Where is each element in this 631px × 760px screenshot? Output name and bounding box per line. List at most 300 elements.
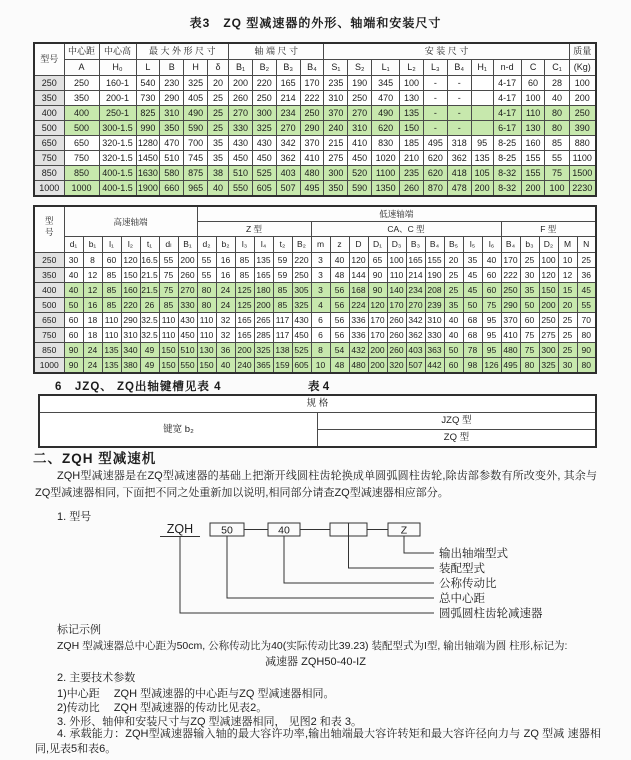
table-cell: 48 <box>330 268 349 283</box>
table-cell: b₃ <box>520 237 539 253</box>
table-cell: 48 <box>330 358 349 374</box>
table-cell: 100 <box>539 253 558 268</box>
table-cell: 270 <box>348 106 372 121</box>
table-cell: 300 <box>252 106 276 121</box>
table-cell: 28 <box>545 76 569 91</box>
table-cell: 32.5 <box>140 328 159 343</box>
table-cell: 110 <box>159 313 178 328</box>
table-cell: 24 <box>216 283 235 298</box>
table-cell: 500 <box>34 298 64 313</box>
table-cell: 32 <box>216 313 235 328</box>
table-cell: 520 <box>348 166 372 181</box>
table3-dimensions <box>33 42 597 197</box>
table-cell: 90 <box>368 268 387 283</box>
diagram-label-shaft-type: 输出轴端型式 <box>439 548 508 560</box>
params-heading: 2. 主要技术参数 <box>57 672 136 684</box>
table-cell: 155 <box>521 151 545 166</box>
table-cell: 318 <box>447 136 471 151</box>
table-cell: 510 <box>229 166 253 181</box>
table-cell: 25 <box>577 253 596 268</box>
table-cell: 155 <box>425 253 444 268</box>
table-cell: 340 <box>121 343 140 358</box>
table-cell: 170 <box>368 328 387 343</box>
table-cell: 25 <box>520 253 539 268</box>
table-cell: 580 <box>160 166 184 181</box>
table-cell: 155 <box>521 166 545 181</box>
table-cell: 120 <box>368 298 387 313</box>
table-cell: 507 <box>406 358 425 374</box>
table-cell: 170 <box>368 313 387 328</box>
table-cell: 270 <box>229 106 253 121</box>
table-cell: 325 <box>292 298 311 313</box>
table-cell: 850 <box>64 166 99 181</box>
table-cell: 215 <box>324 136 348 151</box>
table-cell: L₃ <box>423 60 447 76</box>
table-cell: dₗ <box>159 237 178 253</box>
table-cell: 260 <box>400 181 424 197</box>
table-cell: 620 <box>423 151 447 166</box>
table-cell: 105 <box>471 166 493 181</box>
table-cell: 825 <box>136 106 160 121</box>
table-cell: 25 <box>444 283 463 298</box>
table-cell: B₃ <box>276 60 300 76</box>
table-cell: 159 <box>273 358 292 374</box>
table-cell: B₂ <box>292 237 311 253</box>
table-cell: 450 <box>252 151 276 166</box>
table-cell: 200 <box>229 76 253 91</box>
table-cell: 410 <box>348 136 372 151</box>
example-result: 减速器 ZQH50-40-IZ <box>265 656 366 668</box>
table-cell: 25 <box>558 343 577 358</box>
table-cell: B₄ <box>425 237 444 253</box>
table-cell: 370 <box>324 106 348 121</box>
zq-type-label: ZQ 型 <box>317 430 596 448</box>
table-cell: 310 <box>348 121 372 136</box>
table-row <box>34 121 596 136</box>
table-cell: 403 <box>276 166 300 181</box>
shaft-type-value: Z <box>400 524 408 537</box>
table-cell: 60 <box>102 253 121 268</box>
table-cell: 40 <box>64 268 83 283</box>
table-cell: 170 <box>300 76 324 91</box>
table-cell: 350 <box>34 91 64 106</box>
table-cell: 490 <box>184 106 208 121</box>
table-cell: 405 <box>184 91 208 106</box>
param-item-ratio: 2)传动比 ZQH 型减速器的传动比见表2。 <box>57 702 268 714</box>
table-cell: 275 <box>324 151 348 166</box>
table-cell: 590 <box>348 181 372 197</box>
table-cell: 250 <box>292 268 311 283</box>
table-cell: 16 <box>216 253 235 268</box>
leader-shaft-type <box>404 536 434 553</box>
table-cell: - <box>423 121 447 136</box>
table-cell: 16 <box>216 268 235 283</box>
table-cell: 21.5 <box>140 283 159 298</box>
param-item-capacity: 4. 承载能力：ZQH型减速器输入轴的最大容许功率,输出轴端最大容许转矩和最大容许径向力与 ZQ 型减 速器相同,见表5和表6。 <box>35 728 601 755</box>
table-cell: 8-25 <box>493 151 521 166</box>
table-cell: 200 <box>521 181 545 197</box>
table-cell: 100 <box>400 76 424 91</box>
table-row <box>34 181 596 197</box>
table-cell: 25 <box>558 328 577 343</box>
diagram-label-assembly: 装配型式 <box>439 563 485 575</box>
table-cell: 36 <box>216 343 235 358</box>
table-cell: 222 <box>501 268 520 283</box>
table-cell: 21.5 <box>140 268 159 283</box>
table-cell: 35 <box>208 136 229 151</box>
table-cell: 310 <box>160 106 184 121</box>
table-cell: 605 <box>252 181 276 197</box>
keyway-note: 6 JZQ、 ZQ出轴键槽见表 4 <box>55 381 222 393</box>
table-cell: 110 <box>197 313 216 328</box>
table-cell: 90 <box>577 343 596 358</box>
table-cell: 290 <box>160 91 184 106</box>
table-cell: 32.5 <box>140 313 159 328</box>
table-cell: 60 <box>482 268 501 283</box>
table-cell: 75 <box>520 343 539 358</box>
table-cell: l₅ <box>463 237 482 253</box>
table-cell: 300 <box>539 343 558 358</box>
center-distance-header: 中心距 <box>64 43 99 60</box>
table-cell: B₃ <box>406 237 425 253</box>
table-cell: 68 <box>463 313 482 328</box>
table-cell: d₁ <box>64 237 83 253</box>
table-cell: 85 <box>273 298 292 313</box>
table-row <box>34 343 596 358</box>
table-cell: 30 <box>558 358 577 374</box>
table-cell: 1900 <box>136 181 160 197</box>
table-cell: 56 <box>330 298 349 313</box>
table-cell: 3 <box>311 283 330 298</box>
table-cell: 59 <box>273 253 292 268</box>
table-cell: 110 <box>521 106 545 121</box>
shaft-end-dims-header: 轴 端 尺 寸 <box>229 43 324 60</box>
table-cell: 1100 <box>372 166 400 181</box>
table-cell: 650 <box>34 313 64 328</box>
table-cell: 250 <box>501 283 520 298</box>
table-cell: t₂ <box>273 237 292 253</box>
table-cell: 1280 <box>136 136 160 151</box>
table-cell: 150 <box>159 343 178 358</box>
table-cell: L₁ <box>372 60 400 76</box>
table-cell: 480 <box>349 358 368 374</box>
table-cell: 100 <box>569 76 596 91</box>
table-cell: 965 <box>184 181 208 197</box>
table-cell: 480 <box>300 166 324 181</box>
table-cell: 85 <box>159 298 178 313</box>
table-cell: 50 <box>463 298 482 313</box>
table-cell: l₄ <box>254 237 273 253</box>
table-cell: 15 <box>558 283 577 298</box>
table-cell: 450 <box>229 151 253 166</box>
table-cell: 590 <box>184 121 208 136</box>
shaft-table-body <box>34 253 596 374</box>
table-cell: 250 <box>34 76 64 91</box>
table-cell: 130 <box>197 343 216 358</box>
table-cell: 50 <box>520 298 539 313</box>
table-cell: 18 <box>83 328 102 343</box>
table-cell: 165 <box>235 328 254 343</box>
table-cell: 25 <box>208 91 229 106</box>
table-cell: 432 <box>349 343 368 358</box>
table-cell: 270 <box>276 121 300 136</box>
table3-body <box>34 76 596 197</box>
table-cell: 480 <box>501 343 520 358</box>
table-cell: 40 <box>64 283 83 298</box>
table-cell: 60 <box>520 313 539 328</box>
table-cell: 35 <box>208 151 229 166</box>
table-cell: B₄ <box>447 60 471 76</box>
table-cell: 550 <box>178 358 197 374</box>
table-row <box>34 268 596 283</box>
table-cell: 430 <box>178 313 197 328</box>
table-cell: 80 <box>577 328 596 343</box>
mounting-dims-header: 安 装 尺 寸 <box>324 43 569 60</box>
table-row <box>34 298 596 313</box>
table-cell: 250 <box>34 253 64 268</box>
table-cell: 138 <box>273 343 292 358</box>
table-cell: 126 <box>482 358 501 374</box>
table-cell: 325 <box>184 76 208 91</box>
table-cell: 270 <box>178 283 197 298</box>
table-cell: 56 <box>330 328 349 343</box>
model-label: 型号 <box>44 216 55 239</box>
table-cell: 850 <box>34 166 64 181</box>
table-cell: 95 <box>482 343 501 358</box>
center-distance-value: 50 <box>221 524 233 537</box>
table-cell: 60 <box>482 283 501 298</box>
example-heading: 标记示例 <box>57 624 101 636</box>
table-cell: 234 <box>276 106 300 121</box>
table-cell: 260 <box>387 343 406 358</box>
table-cell: 350 <box>34 268 64 283</box>
table-cell: 110 <box>102 328 121 343</box>
table-cell: 260 <box>387 313 406 328</box>
table-cell: 40 <box>545 91 569 106</box>
table-cell: 40 <box>330 253 349 268</box>
table-cell: 222 <box>300 91 324 106</box>
table-cell: d₂ <box>197 237 216 253</box>
table-cell: 300 <box>324 166 348 181</box>
table-cell: 100 <box>545 181 569 197</box>
table-cell: 200-1 <box>99 91 136 106</box>
table-cell: 8-25 <box>493 136 521 151</box>
table-cell: B₁ <box>178 237 197 253</box>
table-cell: 85 <box>273 283 292 298</box>
table-cell: 400-1.5 <box>99 166 136 181</box>
table-cell: 470 <box>372 91 400 106</box>
table4-spec-row <box>39 395 596 413</box>
table-cell: 50 <box>64 298 83 313</box>
table-cell: 325 <box>252 121 276 136</box>
table-cell: S₁ <box>324 60 348 76</box>
leader-reducer-name <box>180 537 434 614</box>
table-row <box>34 76 596 91</box>
table-cell: 208 <box>425 283 444 298</box>
table-cell: l₁ <box>102 237 121 253</box>
keyway-width-label: 键宽 b₂ <box>39 413 317 448</box>
table-cell: 250 <box>300 106 324 121</box>
table-cell: 165 <box>406 253 425 268</box>
table-cell: 235 <box>400 166 424 181</box>
table-row <box>34 358 596 374</box>
table-cell: 500 <box>64 121 99 136</box>
table-cell: 55 <box>545 151 569 166</box>
table-cell: (Kg) <box>569 60 596 76</box>
table-cell: 110 <box>159 328 178 343</box>
table-cell <box>471 106 493 121</box>
table-cell: - <box>423 91 447 106</box>
model-code-diagram <box>138 521 612 623</box>
table-cell: 40 <box>444 328 463 343</box>
table-cell: 650 <box>64 136 99 151</box>
model-column-header: 型号 <box>34 43 64 76</box>
table-cell: 300-1.5 <box>99 121 136 136</box>
table-cell: 525 <box>292 343 311 358</box>
table-cell: 24 <box>216 298 235 313</box>
table-cell: 478 <box>447 181 471 197</box>
table-cell: 100 <box>521 91 545 106</box>
table-cell: 507 <box>276 181 300 197</box>
table-cell: 495 <box>423 136 447 151</box>
table-cell: 2230 <box>569 181 596 197</box>
table-cell: 25 <box>444 268 463 283</box>
table-cell: 45 <box>463 268 482 283</box>
table-cell: 830 <box>372 136 400 151</box>
table-cell: 450 <box>178 328 197 343</box>
table-cell: 495 <box>300 181 324 197</box>
table-cell: 250 <box>64 76 99 91</box>
table-cell: 25 <box>558 313 577 328</box>
table-cell: 60 <box>444 358 463 374</box>
table-cell: 620 <box>423 166 447 181</box>
table-cell: 410 <box>501 328 520 343</box>
table-cell: 180 <box>254 283 273 298</box>
table-cell: 75 <box>159 268 178 283</box>
table-cell: 290 <box>300 121 324 136</box>
table-cell: 12 <box>558 268 577 283</box>
table-cell: l₆ <box>482 237 501 253</box>
table-cell: 6 <box>311 328 330 343</box>
table-cell: 365 <box>254 358 273 374</box>
table-cell: B₁ <box>229 60 253 76</box>
table-cell: 150 <box>159 358 178 374</box>
section2-intro-paragraph: ZQH型减速器是在ZQ型减速器的基础上把渐开线圆柱齿轮换成单圆弧圆柱齿轮,除齿部参数有所改变外, 其余与ZQ型减速器相同, 下面把不同之处重新加以说明,相同部分请查ZQ型减速器相应部分。 <box>35 470 597 499</box>
table-row <box>34 106 596 121</box>
table-cell: 150 <box>400 121 424 136</box>
table-cell: 75 <box>545 166 569 181</box>
table-cell: m <box>311 237 330 253</box>
table-cell: 4-17 <box>493 91 521 106</box>
table-cell: 470 <box>160 136 184 151</box>
table-cell: 325 <box>254 343 273 358</box>
table-cell <box>471 121 493 136</box>
table-cell: 418 <box>447 166 471 181</box>
table-cell: 660 <box>160 181 184 197</box>
table-cell: 500 <box>34 121 64 136</box>
table-cell: 130 <box>521 121 545 136</box>
table-cell: 305 <box>292 283 311 298</box>
table-row <box>34 253 596 268</box>
table-cell: 110 <box>102 313 121 328</box>
table-cell: 330 <box>178 298 197 313</box>
table-cell: 98 <box>463 358 482 374</box>
table-cell: 49 <box>140 358 159 374</box>
table-cell: 36 <box>577 268 596 283</box>
table-cell: 730 <box>136 91 160 106</box>
table-cell: 320 <box>387 358 406 374</box>
table-cell: 60 <box>64 313 83 328</box>
table-cell: 35 <box>444 298 463 313</box>
table-cell: 12 <box>83 283 102 298</box>
table-cell: 160-1 <box>99 76 136 91</box>
table-cell: 370 <box>501 313 520 328</box>
table-cell: 750 <box>64 151 99 166</box>
table-cell: 168 <box>349 283 368 298</box>
table-cell: 125 <box>235 298 254 313</box>
table-cell: 165 <box>254 268 273 283</box>
table-cell: 125 <box>235 283 254 298</box>
table-cell: 40 <box>216 358 235 374</box>
table-cell: 90 <box>368 283 387 298</box>
table-cell: 362 <box>276 151 300 166</box>
table-cell: C₁ <box>545 60 569 76</box>
table-cell: 30 <box>520 268 539 283</box>
table-cell: 1450 <box>136 151 160 166</box>
table-cell: 200 <box>368 343 387 358</box>
table-cell: 140 <box>387 283 406 298</box>
table-cell: 285 <box>254 328 273 343</box>
table-cell: 70 <box>577 313 596 328</box>
table-cell: 8-32 <box>493 166 521 181</box>
table-cell: 55 <box>197 268 216 283</box>
table-cell: 490 <box>372 106 400 121</box>
table-cell: D <box>349 237 368 253</box>
table-cell: 320-1.5 <box>99 151 136 166</box>
table-cell: 50 <box>444 343 463 358</box>
high-speed-shaft-header: 高速轴端 <box>64 206 197 237</box>
table-cell: 35 <box>520 283 539 298</box>
table-cell: 135 <box>102 343 121 358</box>
table-cell: 239 <box>425 298 444 313</box>
table-cell: 160 <box>121 283 140 298</box>
table-cell: 16.5 <box>140 253 159 268</box>
table-row <box>34 283 596 298</box>
table-cell: 35 <box>463 253 482 268</box>
table-cell: l₂ <box>121 237 140 253</box>
table-cell: 250 <box>348 91 372 106</box>
z-type-header: Z 型 <box>197 222 311 237</box>
table-cell: M <box>558 237 577 253</box>
table-cell: 1000 <box>64 181 99 197</box>
table-cell: 442 <box>425 358 444 374</box>
table-cell: N <box>577 237 596 253</box>
table-cell: 310 <box>324 91 348 106</box>
table-cell: 3 <box>311 253 330 268</box>
table-cell: 250 <box>539 313 558 328</box>
table-cell: 24 <box>83 343 102 358</box>
table-cell: 870 <box>423 181 447 197</box>
table-cell: 745 <box>184 151 208 166</box>
leader-ratio <box>284 536 434 583</box>
table-cell: 117 <box>273 328 292 343</box>
table-cell: 345 <box>372 76 400 91</box>
table-cell: S₂ <box>348 60 372 76</box>
table-cell: 130 <box>400 91 424 106</box>
table-cell: 400 <box>64 106 99 121</box>
table-cell: 85 <box>235 268 254 283</box>
leader-assembly <box>349 536 435 568</box>
